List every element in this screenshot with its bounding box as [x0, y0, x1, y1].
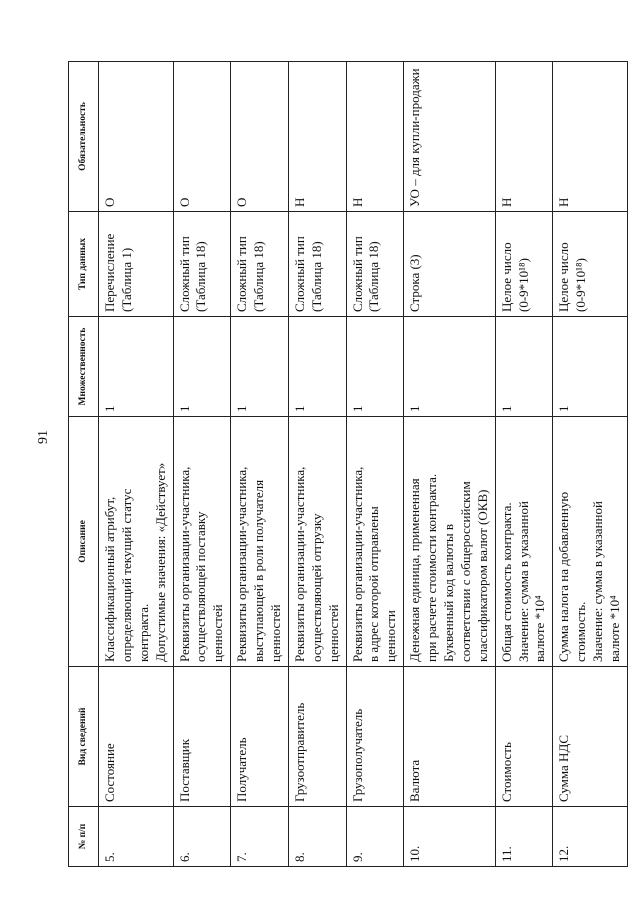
- cell-desc-line: Реквизиты организации-участника,: [291, 466, 307, 662]
- cell-desc-line: Значение: сумма в указанной: [590, 501, 606, 662]
- cell-desc: [99, 417, 174, 667]
- cell-kind: Грузоотправитель: [288, 667, 346, 807]
- cell-desc-line: выступающей в роли получателя: [251, 479, 267, 662]
- cell-mult: 1: [99, 317, 174, 417]
- cell-req: Н: [495, 62, 553, 212]
- cell-req: О: [99, 62, 174, 212]
- rotated-table-container: [68, 62, 623, 867]
- cell-mult: 1: [231, 317, 289, 417]
- cell-desc: [173, 417, 231, 667]
- cell-num: 6.: [173, 807, 231, 867]
- header-kind: Вид сведений: [69, 667, 99, 807]
- cell-num: 7.: [231, 807, 289, 867]
- cell-kind: Поставщик: [173, 667, 231, 807]
- header-mult: Множественность: [69, 317, 99, 417]
- header-desc: Описание: [69, 417, 99, 667]
- cell-req: О: [173, 62, 231, 212]
- cell-type-line: Целое число: [498, 242, 514, 312]
- cell-num: 5.: [99, 807, 174, 867]
- cell-desc: [288, 417, 346, 667]
- cell-desc-line: стоимость.: [573, 601, 589, 662]
- cell-type: [99, 212, 174, 317]
- cell-type: [404, 212, 495, 317]
- cell-desc-line: Значение: сумма в указанной: [515, 501, 531, 662]
- cell-type: [288, 212, 346, 317]
- cell-type-line: (Таблица 18): [308, 241, 324, 312]
- cell-desc: [231, 417, 289, 667]
- cell-desc-line: Сумма налога на добавленную: [556, 491, 572, 662]
- cell-req: Н: [553, 62, 628, 212]
- cell-type: [495, 212, 553, 317]
- cell-desc-line: Общая стоимость контракта.: [498, 502, 514, 662]
- cell-num: 12.: [553, 807, 628, 867]
- cell-kind: Получатель: [231, 667, 289, 807]
- cell-num: 8.: [288, 807, 346, 867]
- cell-desc-line: в адрес которой отправлены: [366, 506, 382, 662]
- page-number: 91: [36, 430, 51, 444]
- cell-desc-line: ценностей: [210, 604, 226, 662]
- cell-desc: [495, 417, 553, 667]
- cell-type-line: (Таблица 18): [193, 241, 209, 312]
- cell-mult: 1: [288, 317, 346, 417]
- cell-desc-line: осуществляющей поставку: [193, 511, 209, 662]
- header-type: Тип данных: [69, 212, 99, 317]
- cell-type-line: (Таблица 18): [366, 241, 382, 312]
- cell-mult: 1: [173, 317, 231, 417]
- cell-req: Н: [346, 62, 404, 212]
- cell-type: [346, 212, 404, 317]
- cell-desc-line: ценностей: [325, 604, 341, 662]
- cell-desc-line: определяющий текущий статус: [118, 488, 134, 662]
- cell-desc-line: Реквизиты организации-участника,: [234, 466, 250, 662]
- cell-type: [553, 212, 628, 317]
- cell-type-line: Перечисление: [102, 233, 117, 312]
- header-num: № п/п: [69, 807, 99, 867]
- cell-desc-line: контракта.: [135, 603, 151, 662]
- cell-kind: Состояние: [99, 667, 174, 807]
- cell-desc-line: осуществляющей отгрузку: [308, 513, 324, 662]
- cell-desc: [553, 417, 628, 667]
- cell-type-line: (0-9*10¹⁸): [573, 258, 589, 312]
- cell-type-line: (Таблица 18): [251, 241, 267, 312]
- cell-desc-line: Допустимые значения: «Действует»: [152, 462, 168, 662]
- header-req: Обязательность: [69, 62, 99, 212]
- cell-req: УО – для купли-продажи: [404, 62, 495, 212]
- cell-mult: 1: [553, 317, 628, 417]
- cell-desc-line: валюте *10⁴: [532, 595, 548, 662]
- table-row: [173, 62, 231, 867]
- table-header-row: [69, 62, 99, 867]
- cell-type-line: Сложный тип: [349, 236, 365, 312]
- cell-mult: 1: [346, 317, 404, 417]
- cell-num: 9.: [346, 807, 404, 867]
- data-table: [68, 61, 628, 867]
- cell-desc-line: Классификационный атрибут,: [102, 496, 117, 662]
- cell-desc-line: при расчете стоимости контракта.: [424, 473, 440, 662]
- cell-type-line: Сложный тип: [291, 236, 307, 312]
- table-row: [553, 62, 628, 867]
- cell-desc-line: ценности: [383, 610, 399, 662]
- cell-desc-line: ценностей: [268, 604, 284, 662]
- cell-kind: Стоимость: [495, 667, 553, 807]
- cell-type-line: (0-9*10¹⁸): [515, 258, 531, 312]
- cell-desc: [404, 417, 495, 667]
- cell-num: 11.: [495, 807, 553, 867]
- table-row: [231, 62, 289, 867]
- table-row: [99, 62, 174, 867]
- cell-kind: Валюта: [404, 667, 495, 807]
- cell-desc-line: Денежная единица, примененная: [407, 478, 423, 662]
- cell-desc-line: Реквизиты организации-участника,: [176, 466, 192, 662]
- cell-type-line: Строка (3): [407, 254, 423, 312]
- cell-type-line: Сложный тип: [234, 236, 250, 312]
- cell-type: [231, 212, 289, 317]
- cell-req: Н: [288, 62, 346, 212]
- table-row: [404, 62, 495, 867]
- cell-mult: 1: [404, 317, 495, 417]
- cell-type-line: Сложный тип: [176, 236, 192, 312]
- cell-desc-line: классификатором валют (ОКВ): [474, 489, 490, 662]
- cell-kind: Грузополучатель: [346, 667, 404, 807]
- table-row: [495, 62, 553, 867]
- table-row: [288, 62, 346, 867]
- cell-desc-line: Буквенный код валюты в: [441, 524, 457, 662]
- table-row: [346, 62, 404, 867]
- cell-desc-line: валюте *10⁴: [607, 595, 623, 662]
- cell-type-line: Целое число: [556, 242, 572, 312]
- cell-type: [173, 212, 231, 317]
- cell-desc-line: Реквизиты организации-участника,: [349, 466, 365, 662]
- cell-num: 10.: [404, 807, 495, 867]
- cell-req: О: [231, 62, 289, 212]
- cell-kind: Сумма НДС: [553, 667, 628, 807]
- cell-mult: 1: [495, 317, 553, 417]
- cell-desc-line: соответствии с общероссийским: [457, 481, 473, 662]
- cell-desc: [346, 417, 404, 667]
- cell-type-line: (Таблица 1): [118, 247, 134, 312]
